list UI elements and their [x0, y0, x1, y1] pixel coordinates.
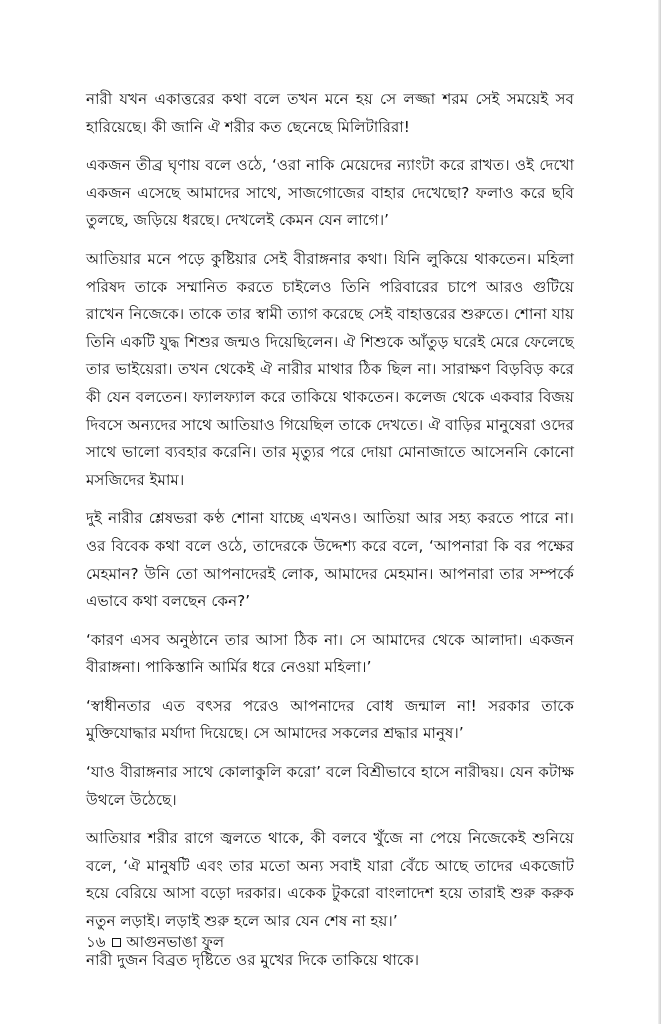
square-separator-icon	[112, 938, 121, 947]
paragraph: আতিয়ার শরীর রাগে জ্বলতে থাকে, কী বলবে খুঁজে না পেয়ে নিজেকেই শুনিয়ে বলে, ‘ঐ মানুষটি এবং তার মতো অন্য সবাই যারা বেঁচে আছে তাদের একজোট হয়ে বেরিয়ে আসা বড়ো দরকার। একেক টুকরো বাংলাদেশ হয়ে তারাই শুরু করুক নতুন লড়াই। লড়াই শুরু হলে আর যেন শেষ না হয়।’	[86, 829, 574, 931]
running-title: আগুনভাঙা ফুল	[126, 933, 225, 951]
page-number: ১৬	[86, 933, 106, 951]
paragraph: নারী যখন একাত্তরের কথা বলে তখন মনে হয় সে লজ্জা শরম সেই সময়েই সব হারিয়েছে। কী জানি ঐ শরীর কত ছেনেছে মিলিটারিরা!	[86, 90, 574, 136]
paragraph: ‘স্বাধীনতার এত বৎসর পরেও আপনাদের বোধ জন্মাল না! সরকার তাকে মুক্তিযোদ্ধার মর্যাদা দিয়েছে। সে আমাদের সকলের শ্রদ্ধার মানুষ।’	[86, 696, 574, 743]
body-text	[86, 86, 574, 985]
paragraph: নারী দুজন বিব্রত দৃষ্টিতে ওর মুখের দিকে তাকিয়ে থাকে।	[86, 950, 420, 969]
paragraph: ‘কারণ এসব অনুষ্ঠানে তার আসা ঠিক না। সে আমাদের থেকে আলাদা। একজন বীরাঙ্গনা। পাকিস্তানি আর্মির ধরে নেওয়া মহিলা।’	[86, 630, 574, 677]
paragraph: একজন তীব্র ঘৃণায় বলে ওঠে, ‘ওরা নাকি মেয়েদের ন্যাংটা করে রাখত। ওই দেখো একজন এসেছে আমাদের সাথে, সাজগোজের বাহার দেখেছো? ফলাও করে ছবি তুলছে, জড়িয়ে ধরছে। দেখলেই কেমন যেন লাগে।’	[86, 156, 574, 230]
paragraph: ‘যাও বীরাঙ্গনার সাথে কোলাকুলি করো’ বলে বিশ্রীভাবে হাসে নারীদ্বয়। যেন কটাক্ষ উথলে উঠেছে।	[86, 763, 574, 809]
paragraph: দুই নারীর শ্লেষভরা কণ্ঠ শোনা যাচ্ছে এখনও। আতিয়া আর সহ্য করতে পারে না। ওর বিবেক কথা বলে ওঠে, তাদেরকে উদ্দেশ্য করে বলে, ‘আপনারা কি বর পক্ষের মেহমান? উনি তো আপনাদেরই লোক, আমাদের মেহমান। আপনারা তার সম্পর্কে এভাবে কথা বলছেন কেন?’	[86, 509, 574, 611]
paragraph: আতিয়ার মনে পড়ে কুষ্টিয়ার সেই বীরাঙ্গনার কথা। যিনি লুকিয়ে থাকতেন। মহিলা পরিষদ তাকে সম্মানিত করতে চাইলেও তিনি পরিবারের চাপে আরও গুটিয়ে রাখেন নিজেকে। তাকে তার স্বামী ত্যাগ করেছে সেই বাহাত্তরের শুরুতে। শোনা যায় তিনি একটি যুদ্ধ শিশুর জন্মও দিয়েছিলেন। ঐ শিশুকে আঁতুড় ঘরেই মেরে ফেলেছে তার ভাইয়েরা। তখন থেকেই ঐ নারীর মাথার ঠিক ছিল না। সারাক্ষণ বিড়বিড় করে কী যেন বলতেন। ফ্যালফ্যাল করে তাকিয়ে থাকতেন। কলেজ থেকে একবার বিজয় দিবসে অন্যদের সাথে আতিয়াও গিয়েছিল তাকে দেখতে। ঐ বাড়ির মানুষেরা ওদের সাথে ভালো ব্যবহার করেনি। তার মৃত্যুর পরে দোয়া মোনাজাতে আসেননি কোনো মসজিদের ইমাম।	[86, 249, 574, 489]
page-footer	[86, 931, 224, 953]
